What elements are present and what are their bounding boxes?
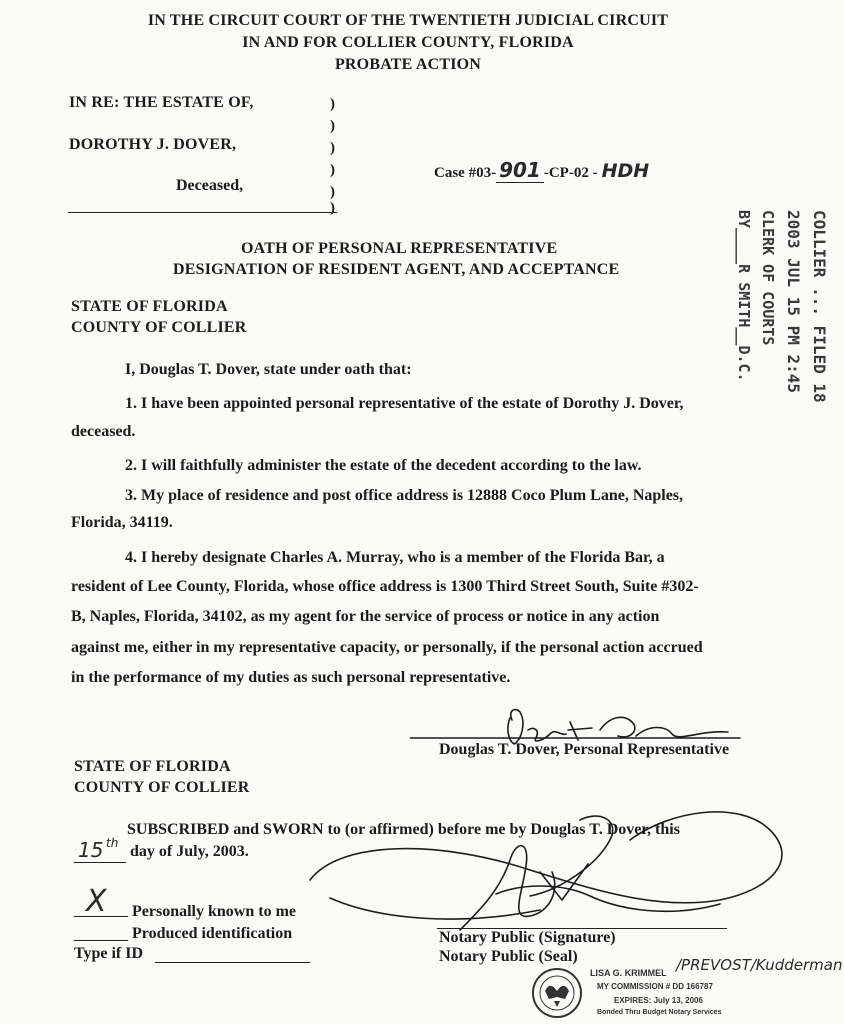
case-middle: -CP-02 - (543, 165, 598, 181)
caption-deceased: Deceased, (176, 177, 244, 194)
check-mark: X (86, 884, 107, 919)
notary-commission-number: MY COMMISSION # DD 166787 (597, 982, 713, 991)
notary-name-stamp: LISA G. KRIMMEL (590, 968, 667, 978)
caption-decedent-name: DOROTHY J. DOVER, (69, 136, 237, 153)
oath-paragraph-4-line4: against me, either in my representative capacity, or personally, if the personal action accrued (71, 639, 703, 656)
case-number (434, 158, 649, 183)
caption-in-re: IN RE: THE ESTATE OF, (69, 94, 254, 111)
case-prefix: Case #03- (434, 165, 497, 181)
notary-signature-label: Notary Public (Signature) (439, 929, 616, 946)
notary-seal-label: Notary Public (Seal) (439, 948, 578, 965)
stamp-line2: 2003 JUL 15 PM 2:45 (784, 210, 803, 394)
notary-seal-emblem (527, 967, 587, 1019)
jurat-venue-state: STATE OF FLORIDA (74, 758, 231, 775)
notary-expiration: EXPIRES: July 13, 2006 (614, 996, 703, 1005)
oath-paragraph-4-line3: B, Naples, Florida, 34102, as my agent for the service of process or notice in any action (71, 608, 660, 625)
type-of-id-label: Type if ID (74, 945, 144, 962)
venue-state: STATE OF FLORIDA (71, 298, 228, 315)
jurat-line2: day of July, 2003. (130, 843, 249, 860)
venue-county: COUNTY OF COLLIER (71, 319, 247, 336)
caption-underline (68, 212, 337, 213)
jurat-day-handwritten: 15 (78, 838, 104, 862)
stamp-line1: COLLIER ... FILED 18 (810, 210, 829, 403)
oath-paragraph-2: 2. I will faithfully administer the estate of the decedent according to the law. (125, 457, 642, 474)
oath-paragraph-3: 3. My place of residence and post office address is 12888 Coco Plum Lane, Naples, (125, 487, 684, 504)
court-header-line3: PROBATE ACTION (334, 56, 482, 73)
oath-paragraph-4-line5: in the performance of my duties as such personal representative. (71, 669, 511, 686)
oath-paragraph-1-cont: deceased. (71, 423, 136, 440)
jurat-venue-county: COUNTY OF COLLIER (74, 779, 250, 796)
personally-known-label: Personally known to me (132, 903, 296, 920)
jurat-day-blank (74, 836, 126, 863)
jurat-line1: SUBSCRIBED and SWORN to (or affirmed) before me by Douglas T. Dover, this (127, 821, 680, 838)
type-of-id-blank (155, 962, 310, 963)
notary-handwritten-name: /PREVOST/Kudderman (676, 956, 843, 974)
court-header-line1: IN THE CIRCUIT COURT OF THE TWENTIETH JUDICIAL CIRCUIT (147, 12, 669, 29)
oath-paragraph-3-cont: Florida, 34119. (71, 514, 173, 531)
representative-signature-scribble (410, 700, 760, 770)
stamp-line3: CLERK OF COURTS (759, 210, 777, 346)
case-number-handwritten: 901 (496, 158, 544, 183)
caption-paren: ) (330, 200, 335, 216)
court-header-line2: IN AND FOR COLLIER COUNTY, FLORIDA (242, 34, 574, 51)
stamp-line4: BY____R SMITH__D.C. (735, 210, 753, 382)
document-title-line1: OATH OF PERSONAL REPRESENTATIVE (241, 240, 558, 257)
oath-intro: I, Douglas T. Dover, state under oath that: (125, 361, 412, 378)
caption-paren: ) (330, 184, 335, 200)
caption-paren: ) (330, 162, 335, 178)
representative-signature-label: Douglas T. Dover, Personal Representative (439, 741, 730, 758)
jurat-day-suffix: th (106, 836, 119, 850)
document-title-line2: DESIGNATION OF RESIDENT AGENT, AND ACCEPTANCE (173, 261, 620, 278)
oath-paragraph-1: 1. I have been appointed personal representative of the estate of Dorothy J. Dover, (125, 395, 684, 412)
produced-id-blank (74, 940, 128, 941)
caption-paren: ) (330, 140, 335, 156)
produced-id-label: Produced identification (132, 925, 293, 942)
caption-paren: ) (330, 118, 335, 134)
oath-paragraph-4-line2: resident of Lee County, Florida, whose office address is 1300 Third Street South, Suite #302- (71, 578, 699, 595)
oath-paragraph-4: 4. I hereby designate Charles A. Murray, who is a member of the Florida Bar, a (125, 549, 665, 566)
case-suffix-handwritten: HDH (601, 160, 650, 182)
notary-bonded: Bonded Thru Budget Notary Services (597, 1009, 722, 1016)
caption-paren: ) (330, 96, 335, 112)
